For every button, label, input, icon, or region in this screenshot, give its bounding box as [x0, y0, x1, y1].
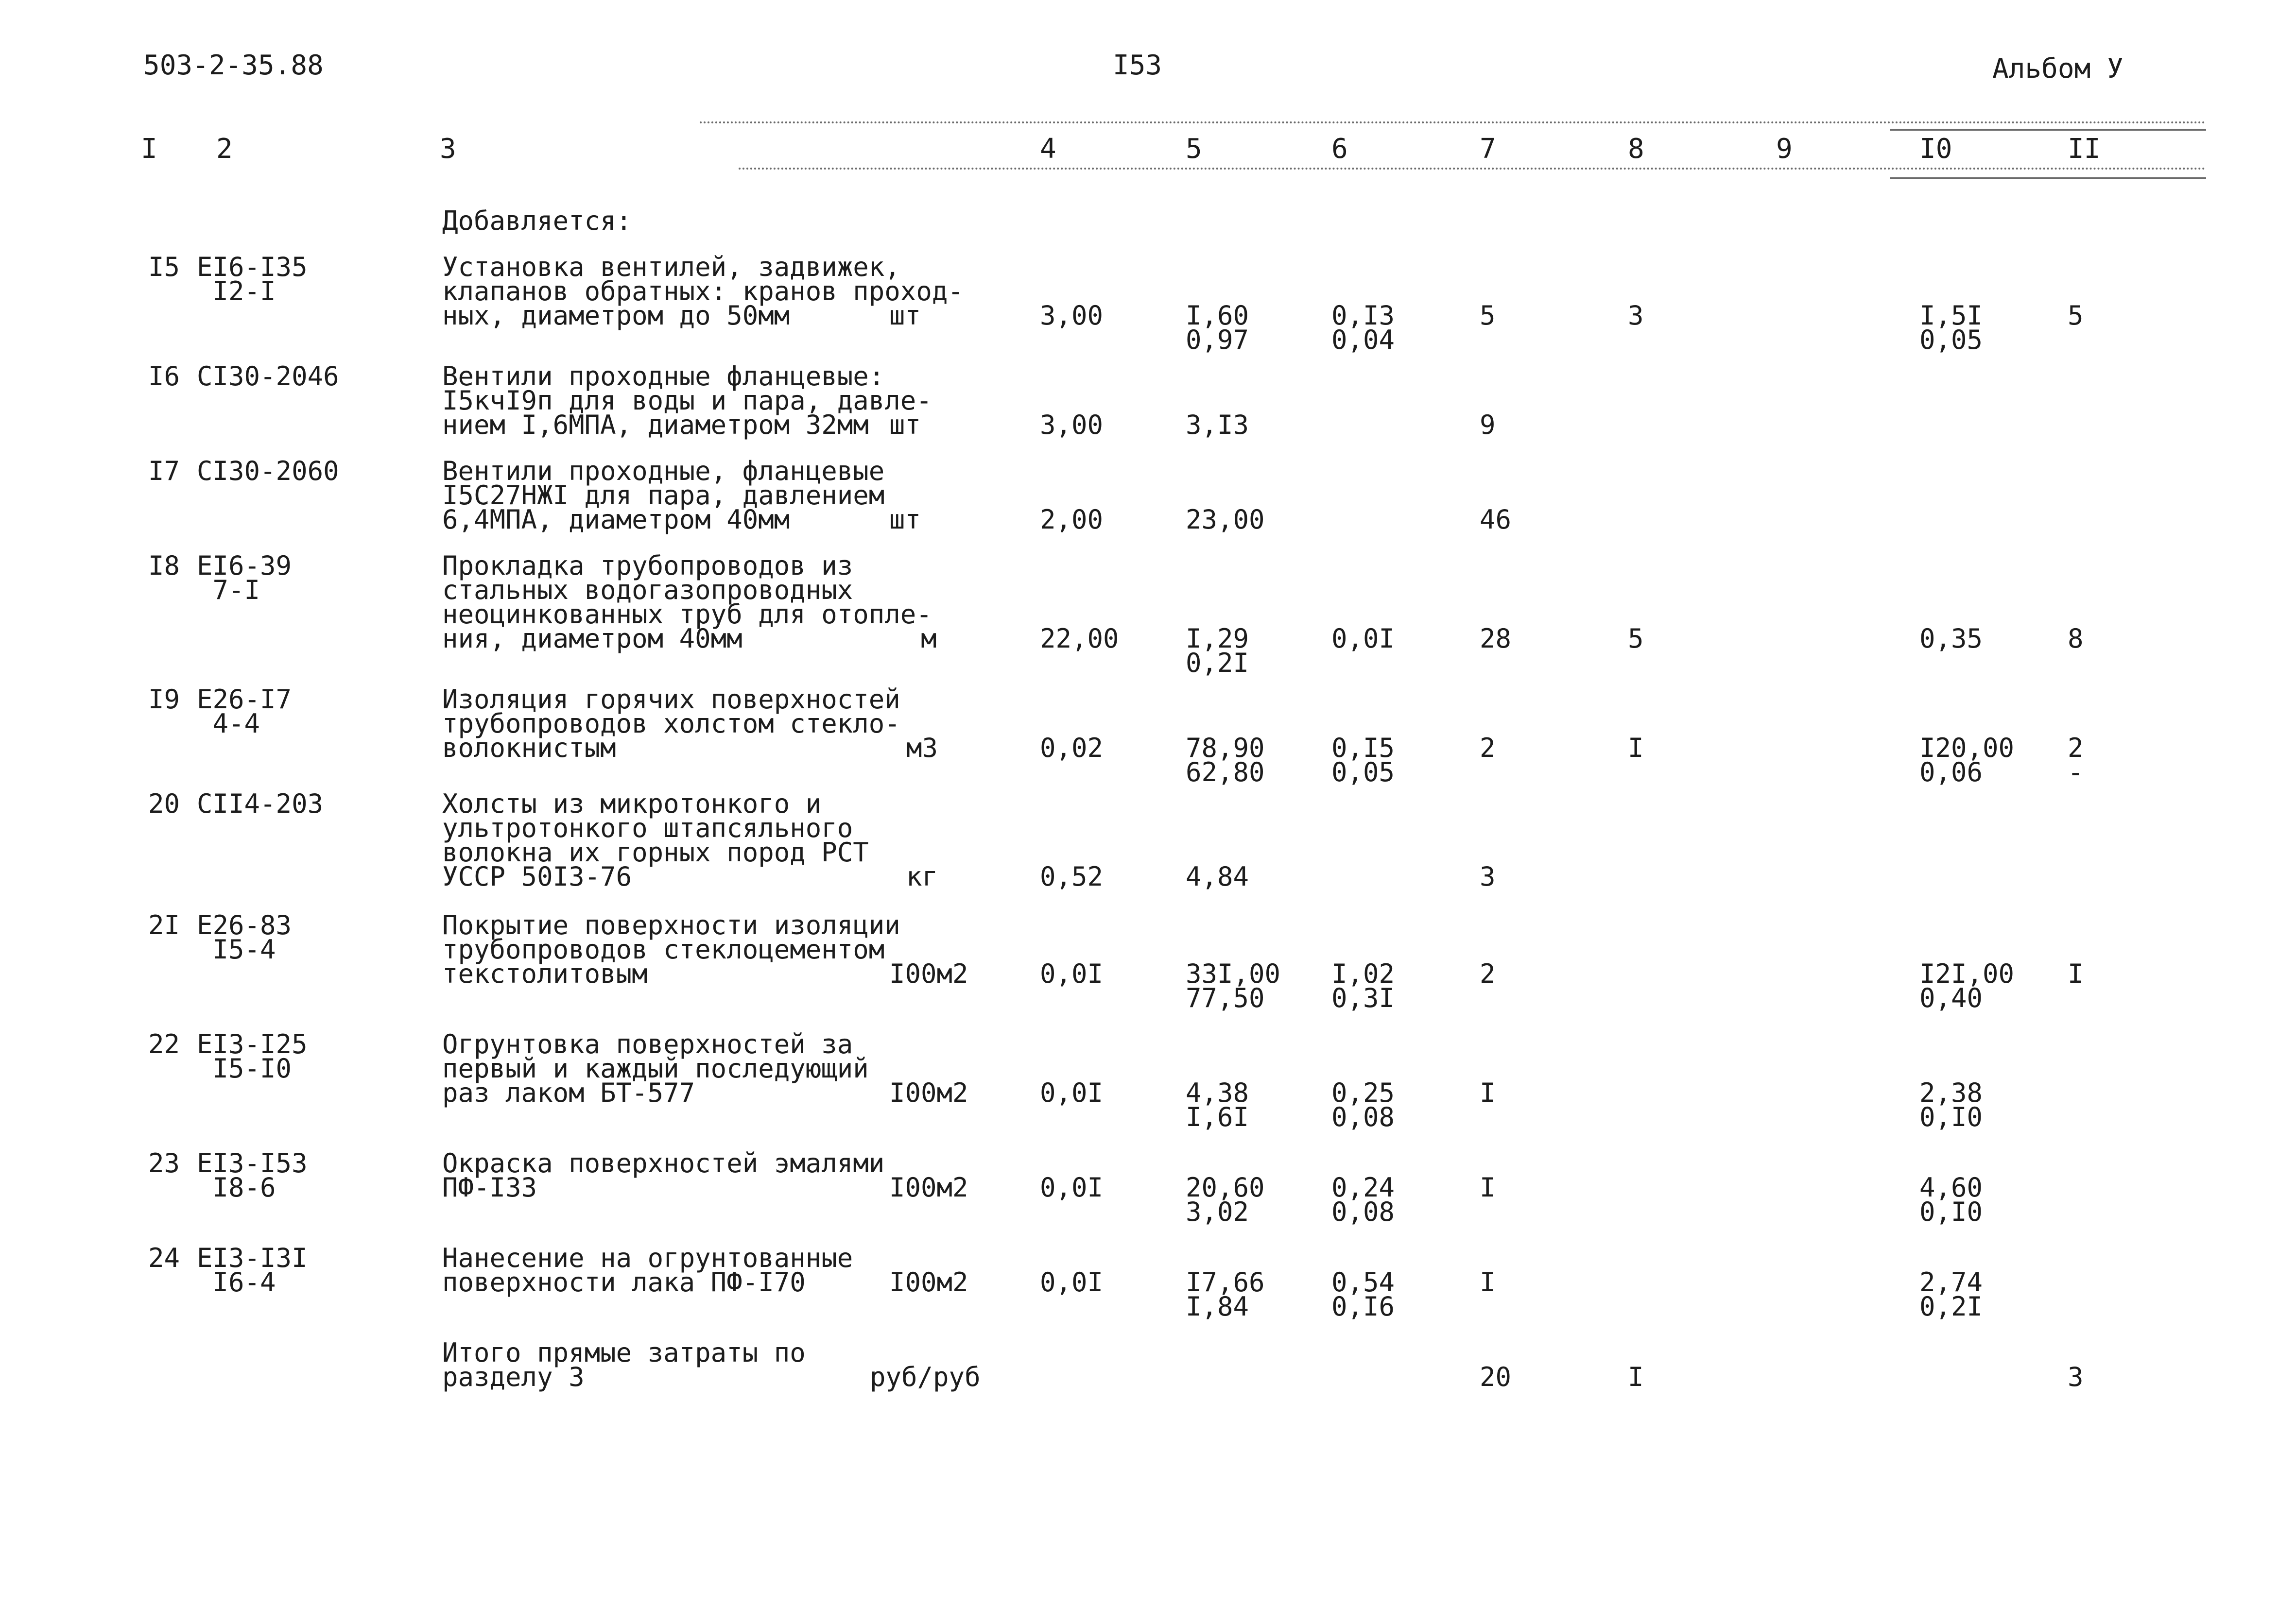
item-unit: м3 — [906, 733, 938, 763]
item-description: Огрунтовка поверхностей за первый и каждый последующий раз лаком БТ-577 — [442, 1029, 869, 1108]
value-cell-col-7: 5 — [1480, 300, 1496, 331]
item-code: ЕI3-I3I I6-4 — [197, 1243, 308, 1298]
item-code: ЕI6-I35 I2-I — [197, 252, 308, 307]
quantity-cell: 3,00 — [1040, 300, 1104, 331]
value-cell-col-10: I,5I 0,05 — [1919, 300, 1983, 355]
value-cell-col-7: 28 — [1480, 623, 1512, 654]
quantity-cell: 3,00 — [1040, 410, 1104, 440]
value-cell-col-5: 23,00 — [1186, 504, 1265, 535]
value-cell-col-11: I — [2068, 958, 2084, 989]
value-cell-col-6: 0,25 0,08 — [1331, 1077, 1395, 1132]
value-cell-col-6: 0,0I — [1331, 623, 1395, 654]
column-header-rule-bottom-right — [1890, 177, 2206, 179]
item-unit: I00м2 — [889, 1172, 968, 1203]
item-description: Изоляция горячих поверхностей трубопроводов холстом стекло- волокнистым — [442, 684, 900, 763]
column-number-5: 5 — [1186, 133, 1202, 165]
item-description: Покрытие поверхности изоляции трубопроводов стеклоцементом текстолитовым — [442, 910, 900, 989]
value-cell-col-6: I,02 0,3I — [1331, 958, 1395, 1013]
item-description: Вентили проходные, фланцевые I5С27НЖI для пара, давлением 6,4МПА, диаметром 40мм — [442, 456, 885, 535]
column-number-4: 4 — [1040, 133, 1056, 165]
item-description: Окраска поверхностей эмалями ПФ-I33 — [442, 1148, 885, 1203]
item-description: Установка вентилей, задвижек, клапанов обратных: кранов проход- ных, диаметром до 50мм — [442, 252, 964, 331]
value-cell-col-5: I,29 0,2I — [1186, 623, 1249, 678]
value-cell-col-11: 5 — [2068, 300, 2084, 331]
value-cell-col-5: I7,66 I,84 — [1186, 1267, 1265, 1322]
column-number-10: I0 — [1919, 133, 1952, 165]
item-unit: шт — [889, 410, 921, 440]
item-unit: I00м2 — [889, 1267, 968, 1298]
value-cell-col-10: 2,38 0,I0 — [1919, 1077, 1983, 1132]
item-code: СI30-2046 — [197, 361, 339, 392]
column-number-6: 6 — [1331, 133, 1348, 165]
row-number: I8 — [148, 550, 180, 581]
quantity-cell: 0,0I — [1040, 1077, 1104, 1108]
value-cell-col-5: I,60 0,97 — [1186, 300, 1249, 355]
item-unit: I00м2 — [889, 1077, 968, 1108]
item-code: СI30-2060 — [197, 456, 339, 486]
item-description: Нанесение на огрунтованные поверхности лака ПФ-I70 — [442, 1243, 853, 1298]
column-header-rule-bottom — [739, 168, 2206, 170]
column-header-rule-top — [700, 121, 2206, 123]
value-cell-col-6: 0,I3 0,04 — [1331, 300, 1395, 355]
value-cell-col-7: 3 — [1480, 861, 1496, 892]
value-cell-col-5: 20,60 3,02 — [1186, 1172, 1265, 1227]
value-cell-col-8: 5 — [1628, 623, 1644, 654]
value-cell-col-7: 9 — [1480, 410, 1496, 440]
column-number-9: 9 — [1776, 133, 1793, 165]
item-unit: кг — [906, 861, 938, 892]
item-unit: м — [921, 623, 937, 654]
value-cell-col-5: 33I,00 77,50 — [1186, 958, 1281, 1013]
column-number-1: I — [141, 133, 157, 165]
quantity-cell: 0,0I — [1040, 958, 1104, 989]
item-description: Вентили проходные фланцевые: I5кчI9п для воды и пара, давле- нием I,6МПА, диаметром 32мм — [442, 361, 932, 440]
quantity-cell: 0,0I — [1040, 1267, 1104, 1298]
value-cell-col-7: I — [1480, 1077, 1496, 1108]
item-unit: шт — [889, 504, 921, 535]
column-number-3: 3 — [440, 133, 456, 165]
album-label: Альбом У — [1992, 53, 2123, 85]
item-description: Прокладка трубопроводов из стальных водогазопроводных неоцинкованных труб для отопле- ния, диаметром 40мм — [442, 550, 932, 654]
item-code: ЕI3-I53 I8-6 — [197, 1148, 308, 1203]
value-cell-col-6: 0,54 0,I6 — [1331, 1267, 1395, 1322]
value-cell-col-7: I — [1480, 1267, 1496, 1298]
value-cell-col-6: 0,I5 0,05 — [1331, 733, 1395, 787]
value-cell-col-7: 2 — [1480, 958, 1496, 989]
value-cell-col-5: 4,38 I,6I — [1186, 1077, 1249, 1132]
value-cell-col-11: 2 - — [2068, 733, 2084, 787]
value-cell-col-10: I20,00 0,06 — [1919, 733, 2015, 787]
column-number-11: II — [2068, 133, 2101, 165]
total-description: Итого прямые затраты по разделу 3 — [442, 1337, 806, 1392]
row-number: I9 — [148, 684, 180, 715]
value-cell-col-7: 46 — [1480, 504, 1512, 535]
quantity-cell: 0,0I — [1040, 1172, 1104, 1203]
item-code: ЕI3-I25 I5-I0 — [197, 1029, 308, 1084]
quantity-cell: 22,00 — [1040, 623, 1119, 654]
value-cell-col-5: 3,I3 — [1186, 410, 1249, 440]
document-number: 503-2-35.88 — [143, 50, 324, 81]
value-cell-col-5: 4,84 — [1186, 861, 1249, 892]
item-code: Е26-I7 4-4 — [197, 684, 292, 739]
page-number: I53 — [1113, 50, 1162, 81]
column-number-8: 8 — [1628, 133, 1644, 165]
value-cell-col-10: I2I,00 0,40 — [1919, 958, 2015, 1013]
total-col-7: 20 — [1480, 1362, 1512, 1392]
item-code: СII4-203 — [197, 788, 324, 819]
quantity-cell: 2,00 — [1040, 504, 1104, 535]
value-cell-col-11: 8 — [2068, 623, 2084, 654]
row-number: 2I — [148, 910, 180, 940]
value-cell-col-10: 2,74 0,2I — [1919, 1267, 1983, 1322]
row-number: 23 — [148, 1148, 180, 1179]
item-description: Холсты из микротонкого и ультротонкого штапсяльного волокна их горных пород РСТ УССР 50I3-76 — [442, 788, 869, 892]
item-unit: шт — [889, 300, 921, 331]
value-cell-col-5: 78,90 62,80 — [1186, 733, 1265, 787]
value-cell-col-8: I — [1628, 733, 1644, 763]
row-number: 22 — [148, 1029, 180, 1060]
row-number: I7 — [148, 456, 180, 486]
added-label: Добавляется: — [442, 205, 632, 236]
value-cell-col-7: I — [1480, 1172, 1496, 1203]
row-number: I5 — [148, 252, 180, 282]
total-col-8: I — [1628, 1362, 1644, 1392]
column-number-2: 2 — [216, 133, 233, 165]
quantity-cell: 0,52 — [1040, 861, 1104, 892]
total-unit: руб/руб — [870, 1362, 981, 1392]
item-unit: I00м2 — [889, 958, 968, 989]
value-cell-col-8: 3 — [1628, 300, 1644, 331]
quantity-cell: 0,02 — [1040, 733, 1104, 763]
row-number: 20 — [148, 788, 180, 819]
value-cell-col-10: 4,60 0,I0 — [1919, 1172, 1983, 1227]
total-col-11: 3 — [2068, 1362, 2084, 1392]
value-cell-col-6: 0,24 0,08 — [1331, 1172, 1395, 1227]
column-header-rule-top-right — [1890, 129, 2206, 131]
row-number: I6 — [148, 361, 180, 392]
item-code: ЕI6-39 7-I — [197, 550, 292, 605]
column-number-7: 7 — [1480, 133, 1496, 165]
value-cell-col-10: 0,35 — [1919, 623, 1983, 654]
row-number: 24 — [148, 1243, 180, 1273]
value-cell-col-7: 2 — [1480, 733, 1496, 763]
item-code: Е26-83 I5-4 — [197, 910, 292, 965]
